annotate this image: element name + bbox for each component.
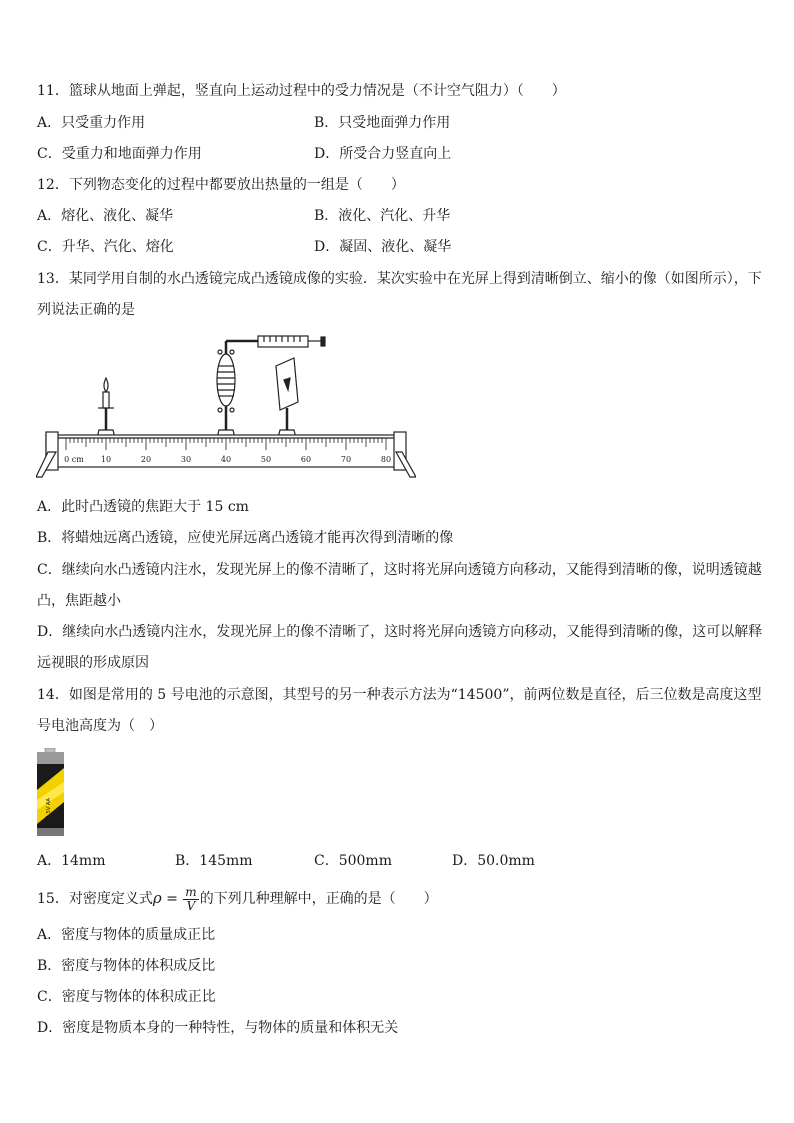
q14-stem-line2: 号电池高度为（ ） [37,718,163,734]
q15-option-d[interactable]: D．密度是物质本身的一种特性，与物体的质量和体积无关 [37,1020,399,1036]
syringe-icon [226,336,325,354]
ruler-label-40: 40 [220,455,232,464]
q13-option-d-line1[interactable]: D．继续向水凸透镜内注水，发现光屏上的像不清晰了，这时将光屏向透镜方向移动，又能得到清晰的像，这可以解释 [37,624,763,640]
q13-stem-line2: 列说法正确的是 [37,302,135,318]
q13-option-c-line2[interactable]: 凸，焦距越小 [37,593,121,609]
ruler-label-50: 50 [260,455,272,464]
q13-stem-line1: 13．某同学用自制的水凸透镜完成凸透镜成像的实验．某次实验中在光屏上得到清晰倒立、缩小的像（如图所示），下 [37,271,762,287]
q12-stem: 12．下列物态变化的过程中都要放出热量的一组是（ ） [37,177,405,193]
q12-option-a[interactable]: A．熔化、液化、凝华 [37,208,174,224]
battery-icon [36,748,66,838]
equals-sign: = [161,891,183,907]
q11-stem: 11．篮球从地面上弹起，竖直向上运动过程中的受力情况是（不计空气阻力）（ ） [37,83,566,99]
q15-option-a[interactable]: A．密度与物体的质量成正比 [37,927,216,943]
q15-option-c[interactable]: C．密度与物体的体积成正比 [37,989,216,1005]
q12-option-b[interactable]: B．液化、汽化、升华 [314,208,451,224]
density-fraction [183,886,198,913]
q15-stem-suffix: 的下列几种理解中，正确的是（ ） [199,891,438,907]
q14-option-c[interactable]: C．500mm [314,853,392,869]
ruler-label-70: 70 [340,455,352,464]
q13-option-d-line2[interactable]: 远视眼的形成原因 [37,655,149,671]
q15-stem-prefix: 15．对密度定义式 [37,891,153,907]
ruler-label-20: 20 [140,455,152,464]
ruler-label-60: 60 [300,455,312,464]
q14-option-b[interactable]: B．145mm [175,853,253,869]
q11-option-a[interactable]: A．只受重力作用 [37,115,146,131]
q13-option-b[interactable]: B．将蜡烛远离凸透镜，应使光屏远离凸透镜才能再次得到清晰的像 [37,530,454,546]
q14-stem-line1: 14．如图是常用的 5 号电池的示意图，其型号的另一种表示方法为“14500”，前两位数是直径，后三位数是高度这型 [37,687,762,703]
water-lens-icon [217,350,235,438]
q13-option-c-line1[interactable]: C．继续向水凸透镜内注水，发现光屏上的像不清晰了，这时将光屏向透镜方向移动，又能得到清晰的像，说明透镜越 [37,562,762,578]
q14-option-a[interactable]: A．14mm [37,853,106,869]
q13-option-a[interactable]: A．此时凸透镜的焦距大于 15 cm [37,499,249,515]
fraction-denominator: V [186,898,196,913]
screen-icon [276,358,298,438]
battery-label: 1.5V AA [46,798,52,818]
q11-option-d[interactable]: D．所受合力竖直向上 [314,146,452,162]
ruler-label-0: 0 cm [64,455,84,464]
q11-option-c[interactable]: C．受重力和地面弹力作用 [37,146,202,162]
q14-option-d[interactable]: D．50.0mm [452,853,535,869]
fraction-numerator: m [185,884,197,899]
q12-option-d[interactable]: D．凝固、液化、凝华 [314,239,452,255]
density-symbol: ρ [152,889,162,907]
q12-option-c[interactable]: C．升华、汽化、熔化 [37,239,174,255]
q15-stem [37,885,438,913]
q11-option-b[interactable]: B．只受地面弹力作用 [314,115,451,131]
candle-icon [97,378,115,438]
q15-option-b[interactable]: B．密度与物体的体积成反比 [37,958,216,974]
ruler-label-10: 10 [100,455,112,464]
ruler-label-30: 30 [180,455,192,464]
ruler-label-80: 80 [380,455,392,464]
optical-bench-figure [36,330,416,485]
